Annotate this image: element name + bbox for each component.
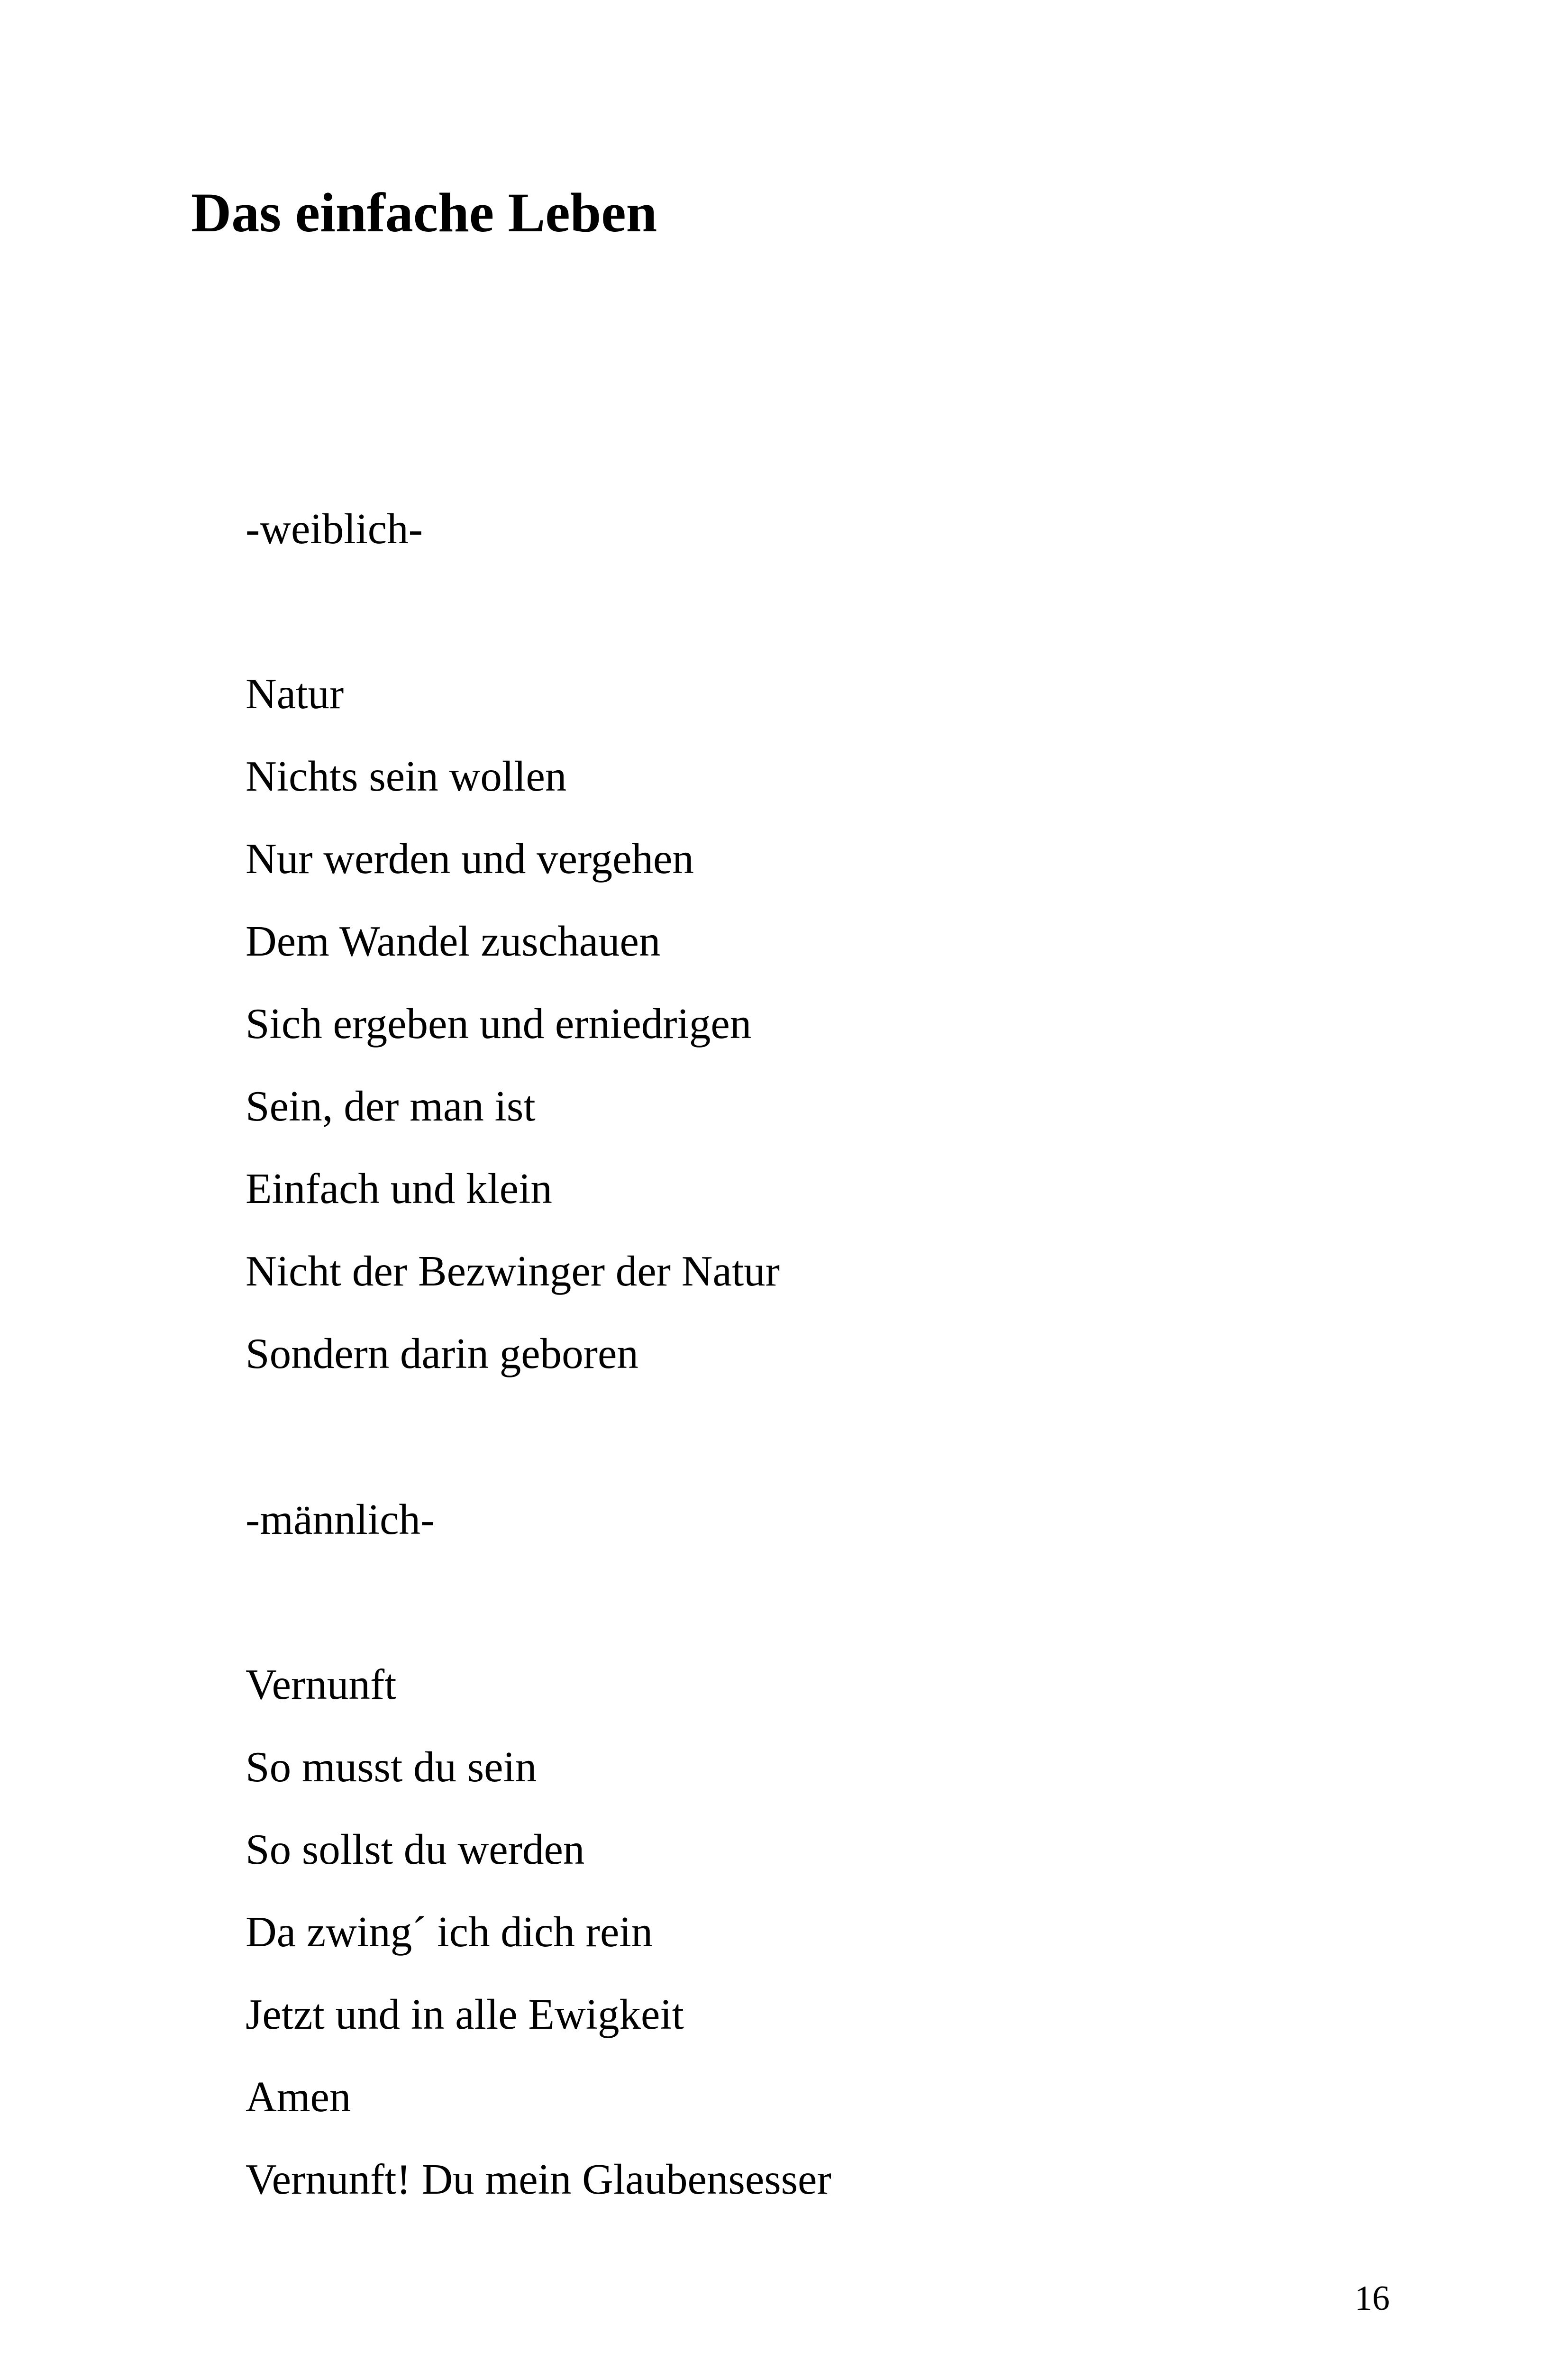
poem-line: Nicht der Bezwinger der Natur xyxy=(246,1247,780,1295)
poem-line: Nichts sein wollen xyxy=(246,752,567,800)
page-number: 16 xyxy=(1355,2279,1390,2318)
poem-line: Sein, der man ist xyxy=(246,1082,536,1130)
section-heading-male: -männlich- xyxy=(246,1495,435,1543)
poem-line: Dem Wandel zuschauen xyxy=(246,917,661,965)
poem-line: So sollst du werden xyxy=(246,1825,585,1873)
poem-line: So musst du sein xyxy=(246,1743,537,1791)
poem-line: Amen xyxy=(246,2073,351,2121)
poem-line: Jetzt und in alle Ewigkeit xyxy=(246,1990,684,2038)
poem-line: Nur werden und vergehen xyxy=(246,835,694,883)
section-heading-female: -weiblich- xyxy=(246,505,423,553)
poem-line: Sondern darin geboren xyxy=(246,1330,638,1377)
poem-line: Sich ergeben und erniedrigen xyxy=(246,1000,752,1048)
poem-line: Vernunft xyxy=(246,1660,397,1708)
poem-line: Vernunft! Du mein Glaubensesser xyxy=(246,2155,831,2203)
poem-title: Das einfache Leben xyxy=(191,182,657,244)
poem-line: Da zwing´ ich dich rein xyxy=(246,1908,653,1956)
poem-line: Natur xyxy=(246,670,344,718)
poem-line: Einfach und klein xyxy=(246,1165,552,1212)
